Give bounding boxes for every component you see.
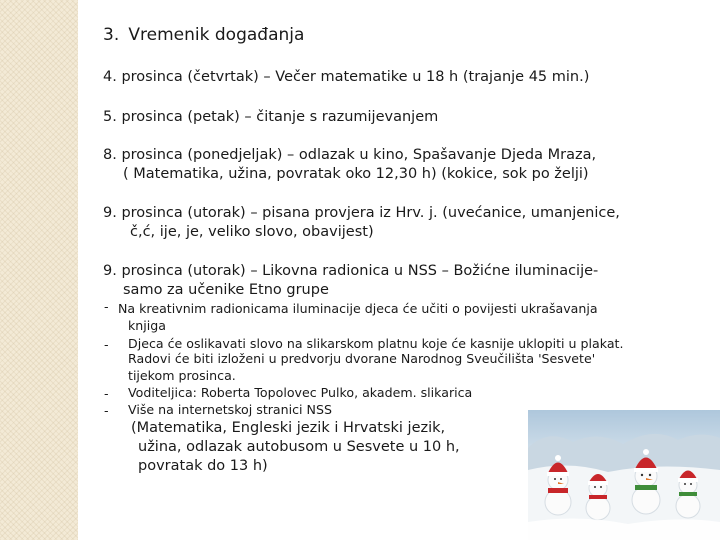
closing-line: (Matematika, Engleski jezik i Hrvatski jezik, bbox=[131, 420, 446, 436]
closing-line: užina, odlazak autobusom u Sesvete u 10 h, bbox=[138, 439, 460, 455]
bullet-dash: - bbox=[104, 337, 109, 352]
snowmen-photo bbox=[528, 410, 720, 540]
bullet-dash: - bbox=[104, 386, 109, 401]
section-number: 3. bbox=[103, 25, 120, 45]
event-item bbox=[103, 204, 620, 242]
decorative-side-strip bbox=[0, 0, 78, 540]
detail-line: Na kreativnim radionicama iluminacije djeca će učiti o povijesti ukrašavanja bbox=[118, 301, 598, 316]
closing-line: povratak do 13 h) bbox=[138, 458, 268, 474]
detail-line: Voditeljica: Roberta Topolovec Pulko, akadem. slikarica bbox=[128, 385, 473, 400]
event-item bbox=[103, 262, 598, 300]
event-text: 5. prosinca (petak) – čitanje s razumijevanjem bbox=[103, 109, 439, 125]
event-text: 9. prosinca (utorak) – Likovna radionica u NSS – Božićne iluminacije- bbox=[103, 263, 599, 279]
event-text: 8. prosinca (ponedjeljak) – odlazak u kino, Spašavanje Djeda Mraza, bbox=[103, 147, 597, 163]
event-text-continued: č,ć, ije, je, veliko slovo, obavijest) bbox=[130, 224, 374, 240]
event-item bbox=[103, 146, 596, 184]
event-text-continued: ( Matematika, užina, povratak oko 12,30 h) (kokice, sok po želji) bbox=[123, 166, 589, 182]
bullet-dash: - bbox=[104, 299, 109, 314]
bullet-dash: - bbox=[104, 403, 109, 418]
event-item bbox=[103, 108, 438, 127]
event-text: 9. prosinca (utorak) – pisana provjera iz Hrv. j. (uvećanice, umanjenice, bbox=[103, 205, 620, 221]
detail-line: Djeca će oslikavati slovo na slikarskom platnu koje će kasnije uklopiti u plakat. bbox=[128, 336, 624, 351]
detail-line: tijekom prosinca. bbox=[128, 368, 236, 383]
event-item bbox=[103, 68, 589, 87]
detail-line: Više na internetskoj stranici NSS bbox=[128, 402, 332, 417]
section-title-text: Vremenik događanja bbox=[128, 25, 305, 45]
detail-line: knjiga bbox=[128, 318, 166, 333]
event-text-continued: samo za učenike Etno grupe bbox=[123, 282, 329, 298]
section-title bbox=[103, 25, 304, 45]
event-text: 4. prosinca (četvrtak) – Večer matematike u 18 h (trajanje 45 min.) bbox=[103, 69, 590, 85]
detail-line: Radovi će biti izloženi u predvorju dvorane Narodnog Sveučilišta 'Sesvete' bbox=[128, 351, 596, 366]
